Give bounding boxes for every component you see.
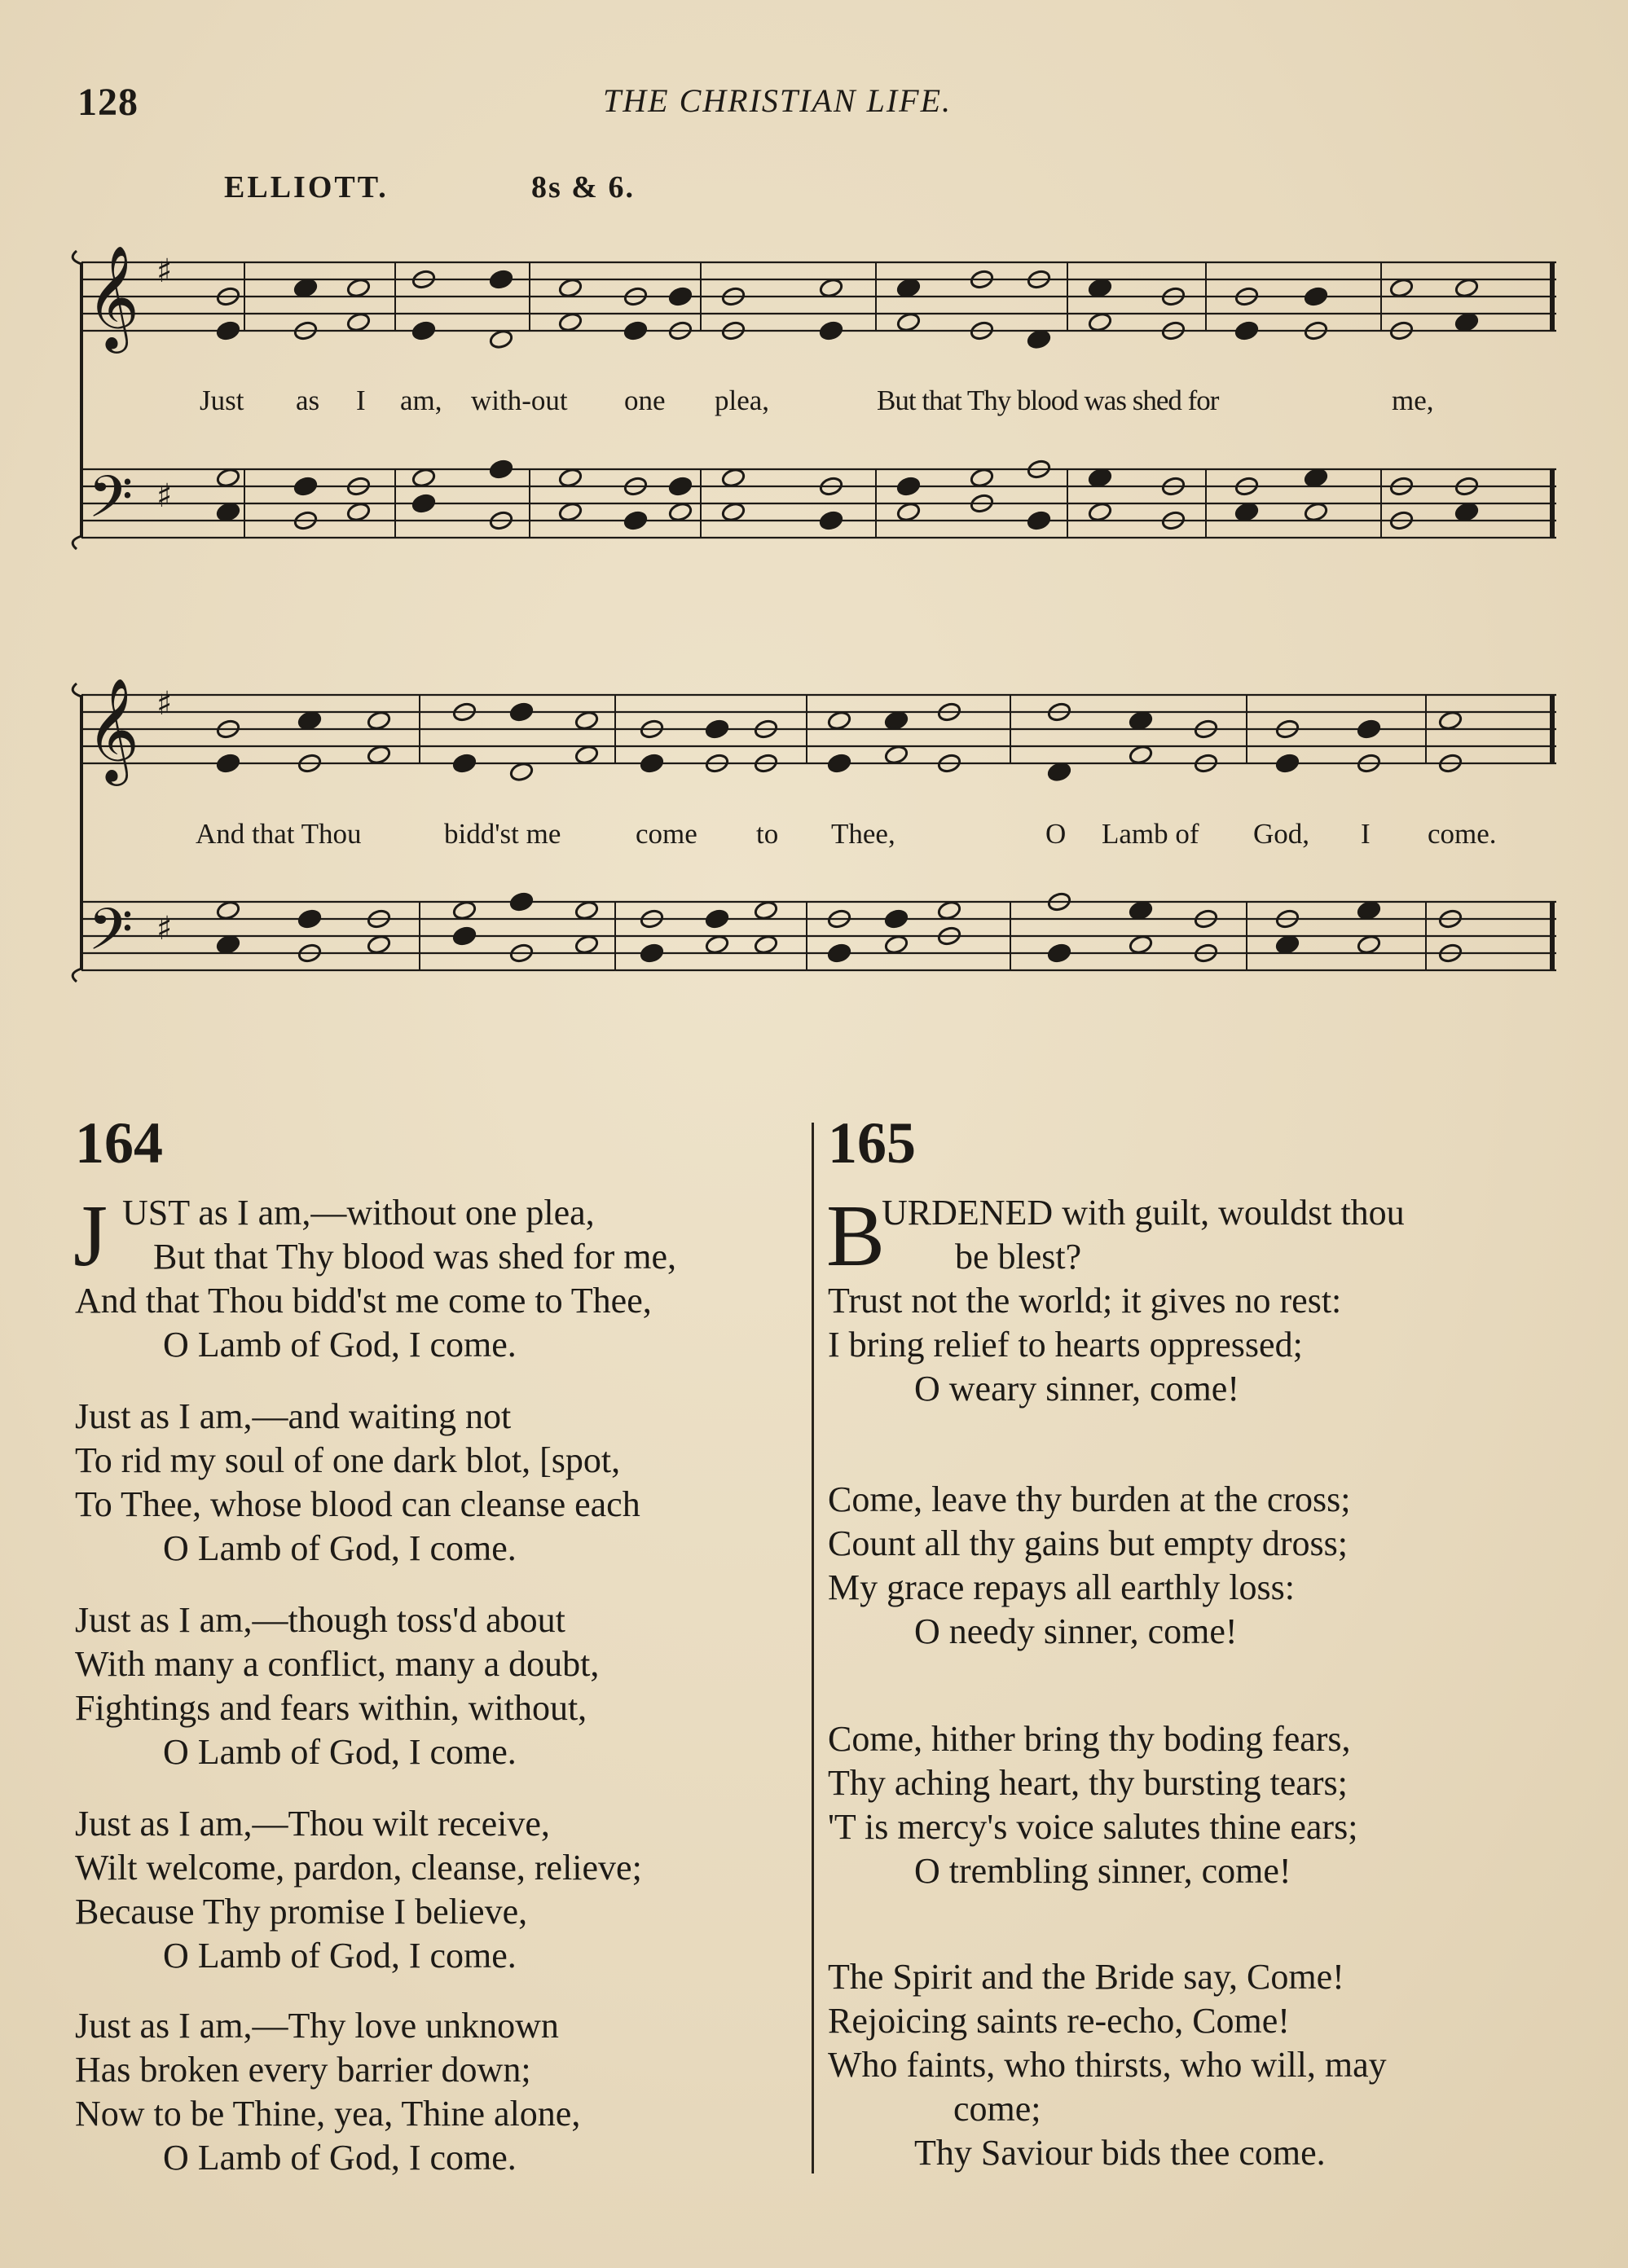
note-head	[367, 934, 392, 956]
verse-line: O Lamb of God, I come.	[163, 1936, 517, 1976]
verse-line: Who faints, who thirsts, who will, may	[828, 2045, 1387, 2085]
note-head	[1454, 312, 1480, 333]
note-head	[1304, 468, 1329, 489]
note-head	[1454, 502, 1480, 523]
note-head	[623, 320, 649, 341]
verse-line: Trust not the world; it gives no rest:	[828, 1281, 1342, 1321]
lyric-syllable: Thee,	[831, 818, 895, 850]
note-head	[216, 753, 241, 774]
treble-clef: 𝄞	[86, 244, 140, 349]
verse-line: come;	[953, 2089, 1041, 2129]
music-score	[0, 0, 1628, 1059]
note-head	[411, 320, 437, 341]
note-head	[1389, 278, 1415, 299]
verse-line: 'T is mercy's voice salutes thine ears;	[828, 1807, 1358, 1847]
lyric-syllable: come.	[1428, 818, 1497, 850]
drop-cap: J	[73, 1188, 108, 1285]
verse-line: O weary sinner, come!	[914, 1369, 1239, 1409]
note-head	[721, 468, 746, 489]
note-head	[574, 710, 600, 732]
note-head	[827, 943, 852, 964]
verse-line: With many a conflict, many a doubt,	[75, 1644, 600, 1684]
verse-line: I bring relief to hearts oppressed;	[828, 1325, 1303, 1365]
verse-line: To rid my soul of one dark blot, [spot,	[75, 1440, 621, 1480]
brace-hook-top	[73, 683, 81, 697]
note-head	[293, 278, 319, 299]
note-head	[509, 762, 535, 783]
verse-line: Just as I am,—and waiting not	[75, 1396, 512, 1436]
note-head	[1357, 900, 1382, 921]
note-head	[216, 468, 241, 489]
note-head	[216, 900, 241, 921]
note-head	[705, 719, 730, 740]
lyric-syllable: come	[636, 818, 697, 850]
lyric-syllable: I	[356, 385, 366, 416]
lyric-syllable: to	[756, 818, 779, 850]
bass-clef: 𝄢	[88, 464, 134, 545]
note-head	[754, 900, 779, 921]
verse-line: URDENED with guilt, wouldst thou	[882, 1193, 1405, 1233]
verse-line: The Spirit and the Bride say, Come!	[828, 1957, 1344, 1997]
sharp-sign: ♯	[156, 910, 173, 947]
note-head	[1088, 312, 1113, 333]
note-head	[509, 701, 535, 723]
note-head	[489, 269, 514, 290]
verse-line: Thy Saviour bids thee come.	[914, 2133, 1326, 2173]
note-head	[705, 908, 730, 930]
lyric-syllable: I	[1361, 818, 1371, 850]
note-head	[1304, 286, 1329, 307]
note-head	[668, 286, 693, 307]
note-head	[1234, 502, 1260, 523]
verse-line: Now to be Thine, yea, Thine alone,	[75, 2094, 581, 2134]
note-head	[827, 710, 852, 732]
verse-line: O Lamb of God, I come.	[163, 2138, 517, 2178]
verse-line: Rejoicing saints re-echo, Come!	[828, 2001, 1290, 2041]
lyrics-system-1	[0, 385, 1628, 420]
note-head	[489, 329, 514, 350]
note-head	[1129, 900, 1154, 921]
note-head	[367, 745, 392, 766]
note-head	[452, 900, 477, 921]
page-number: 128	[77, 81, 139, 124]
lyric-syllable: God,	[1253, 818, 1310, 850]
note-head	[489, 459, 514, 480]
note-head	[1047, 943, 1072, 964]
lyric-syllable: as	[296, 385, 320, 416]
note-head	[558, 502, 583, 523]
note-head	[1304, 502, 1329, 523]
note-head	[970, 468, 995, 489]
note-head	[1275, 753, 1300, 774]
treble-clef: 𝄞	[86, 677, 140, 781]
note-head	[640, 753, 665, 774]
verse-line: Thy aching heart, thy bursting tears;	[828, 1763, 1348, 1803]
note-head	[1234, 320, 1260, 341]
brace-hook-bottom	[73, 536, 81, 549]
tune-meter: 8s & 6.	[531, 170, 635, 204]
note-head	[574, 900, 600, 921]
note-head	[827, 753, 852, 774]
note-head	[896, 312, 922, 333]
lyric-syllable: one	[624, 385, 666, 416]
verse-line: Wilt welcome, pardon, cleanse, relieve;	[75, 1848, 642, 1888]
note-head	[705, 934, 730, 956]
verse-line: O trembling sinner, come!	[914, 1851, 1291, 1891]
note-head	[346, 502, 372, 523]
note-head	[1047, 762, 1072, 783]
sharp-sign: ♯	[156, 253, 173, 290]
lyric-syllable: Lamb of	[1102, 818, 1199, 850]
lyric-syllable: Just	[200, 385, 244, 416]
note-head	[1129, 745, 1154, 766]
note-head	[574, 934, 600, 956]
note-head	[896, 278, 922, 299]
verse-line: Come, hither bring thy boding fears,	[828, 1719, 1351, 1759]
note-head	[558, 468, 583, 489]
verse-line: Count all thy gains but empty dross;	[828, 1523, 1348, 1563]
note-head	[819, 278, 844, 299]
verse-line: Fightings and fears within, without,	[75, 1688, 587, 1728]
note-head	[1088, 502, 1113, 523]
note-head	[558, 312, 583, 333]
note-head	[721, 502, 746, 523]
verse-line: O Lamb of God, I come.	[163, 1325, 517, 1365]
lyrics-system-2	[0, 818, 1628, 854]
lyric-syllable: me,	[1392, 385, 1434, 416]
note-head	[819, 510, 844, 531]
verse-line: O Lamb of God, I come.	[163, 1528, 517, 1568]
note-head	[367, 710, 392, 732]
final-barline	[1550, 902, 1555, 970]
note-head	[411, 493, 437, 514]
note-head	[1129, 710, 1154, 732]
verse-line: O Lamb of God, I come.	[163, 1732, 517, 1772]
note-head	[884, 934, 909, 956]
note-head	[1129, 934, 1154, 956]
verse-line: be blest?	[955, 1237, 1082, 1277]
note-head	[558, 278, 583, 299]
note-head	[668, 476, 693, 497]
note-head	[884, 908, 909, 930]
note-head	[293, 476, 319, 497]
verse-line: But that Thy blood was shed for me,	[153, 1237, 676, 1277]
verse-line: O needy sinner, come!	[914, 1611, 1238, 1651]
sharp-sign: ♯	[156, 477, 173, 515]
verse-line: And that Thou bidd'st me come to Thee,	[75, 1281, 652, 1321]
note-head	[1027, 329, 1052, 350]
note-head	[896, 502, 922, 523]
note-head	[884, 745, 909, 766]
note-head	[1357, 719, 1382, 740]
note-head	[297, 908, 323, 930]
note-head	[1088, 278, 1113, 299]
lyric-syllable: am,	[400, 385, 442, 416]
note-head	[574, 745, 600, 766]
verse-line: My grace repays all earthly loss:	[828, 1567, 1296, 1607]
final-barline	[1550, 695, 1555, 763]
final-barline	[1550, 469, 1555, 538]
tune-name: ELLIOTT.	[224, 170, 389, 204]
hymn-number: 164	[75, 1110, 163, 1176]
brace-hook-bottom	[73, 969, 81, 982]
note-head	[1454, 278, 1480, 299]
verse-line: To Thee, whose blood can cleanse each	[75, 1484, 640, 1524]
bass-clef: 𝄢	[88, 896, 134, 978]
note-head	[896, 476, 922, 497]
final-barline	[1550, 262, 1555, 331]
lyric-syllable: plea,	[715, 385, 770, 416]
lyric-syllable: bidd'st me	[444, 818, 561, 850]
note-head	[346, 278, 372, 299]
drop-cap: B	[826, 1188, 886, 1285]
note-head	[216, 320, 241, 341]
running-head: THE CHRISTIAN LIFE.	[603, 82, 952, 119]
brace-hook-top	[73, 251, 81, 264]
note-head	[452, 925, 477, 947]
verse-line: Because Thy promise I believe,	[75, 1892, 528, 1932]
note-head	[216, 934, 241, 956]
note-head	[1275, 934, 1300, 956]
note-head	[754, 934, 779, 956]
verse-line: Just as I am,—though toss'd about	[75, 1600, 565, 1640]
note-head	[640, 943, 665, 964]
note-head	[216, 502, 241, 523]
note-head	[346, 312, 372, 333]
note-head	[1357, 934, 1382, 956]
note-head	[1027, 510, 1052, 531]
lyric-syllable: O	[1045, 818, 1067, 850]
note-head	[411, 468, 437, 489]
lyric-syllable: And that Thou	[196, 818, 362, 850]
verse-line: Come, leave thy burden at the cross;	[828, 1479, 1351, 1519]
note-head	[297, 710, 323, 732]
note-head	[452, 753, 477, 774]
note-head	[509, 891, 535, 912]
sharp-sign: ♯	[156, 685, 173, 723]
note-head	[623, 510, 649, 531]
note-head	[1438, 710, 1463, 732]
column-divider	[812, 1123, 814, 2174]
verse-line: Has broken every barrier down;	[75, 2050, 531, 2090]
hymn-number: 165	[828, 1110, 916, 1176]
verse-line: UST as I am,—without one plea,	[122, 1193, 595, 1233]
note-head	[937, 900, 962, 921]
verse-line: Just as I am,—Thy love unknown	[75, 2006, 559, 2046]
note-head	[1088, 468, 1113, 489]
note-head	[884, 710, 909, 732]
note-head	[819, 320, 844, 341]
lyric-syllable: But that Thy blood was shed for	[877, 385, 1219, 416]
verse-line: Just as I am,—Thou wilt receive,	[75, 1804, 550, 1844]
note-head	[668, 502, 693, 523]
lyric-syllable: with-out	[471, 385, 568, 416]
